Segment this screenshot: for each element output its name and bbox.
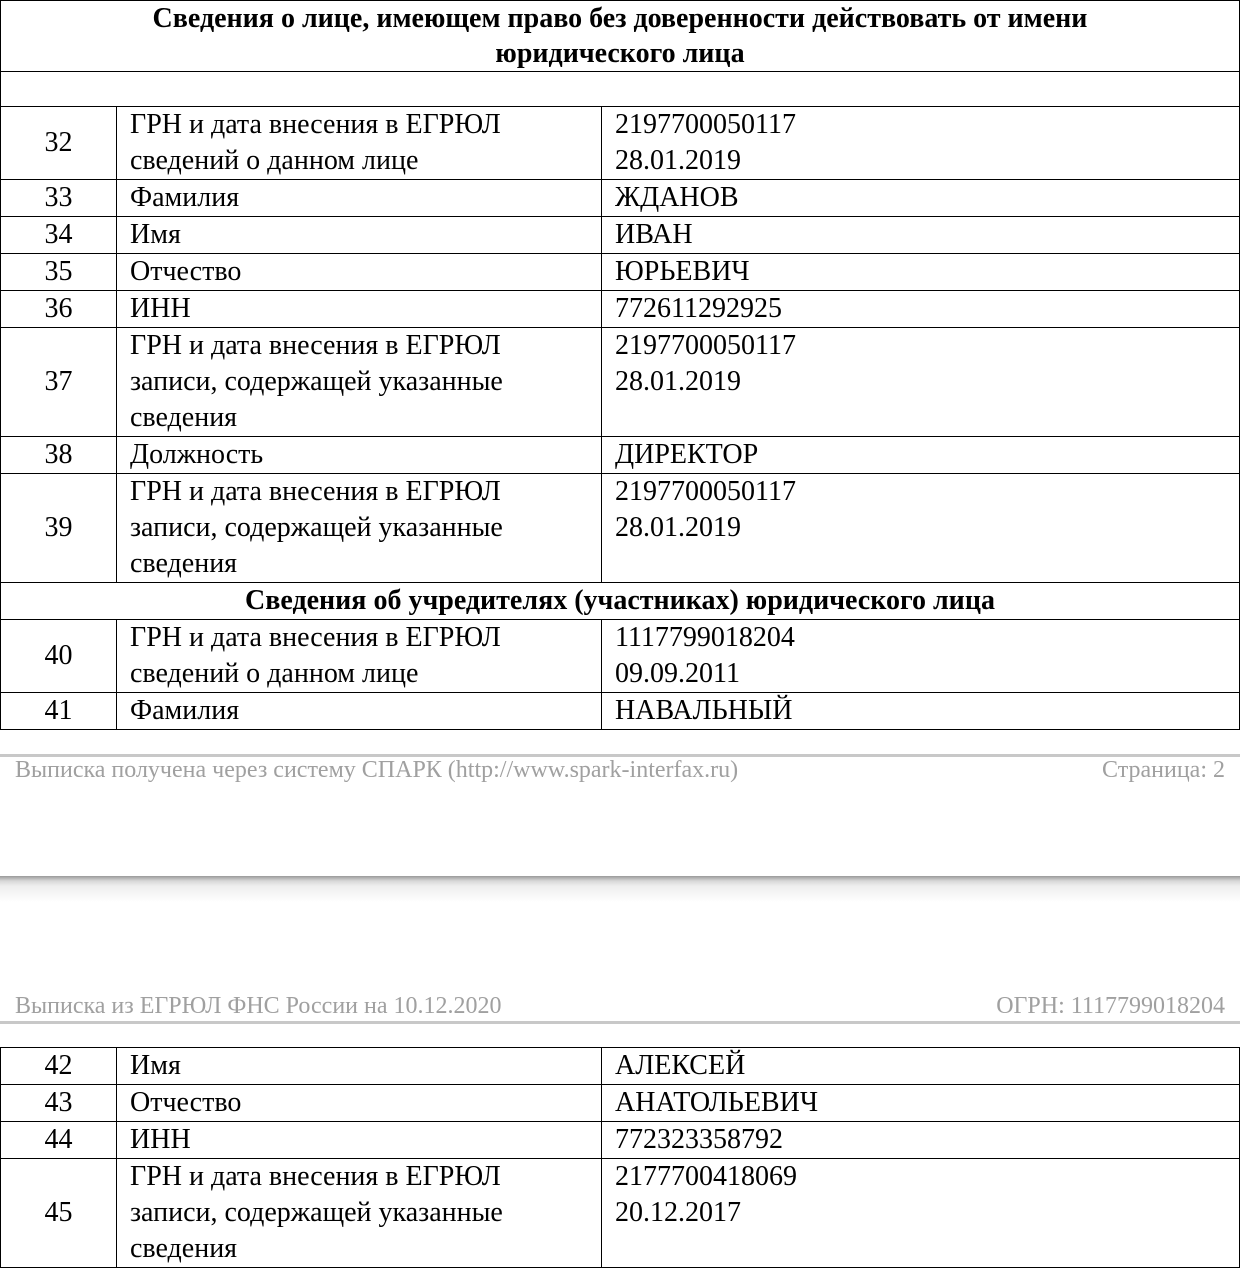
row-value-line: 2197700050117 bbox=[615, 330, 796, 361]
row-label bbox=[117, 1085, 602, 1122]
row-number: 34 bbox=[1, 217, 117, 254]
row-label-line: ГРН и дата внесения в ЕГРЮЛ bbox=[130, 476, 501, 507]
table-row bbox=[1, 474, 1240, 583]
row-value-line: 2177700418069 bbox=[615, 1161, 797, 1192]
rows-founders-continued bbox=[1, 1048, 1240, 1268]
row-label-line: сведения bbox=[130, 548, 238, 579]
row-label-line: Отчество bbox=[130, 1087, 242, 1118]
row-value-line: 20.12.2017 bbox=[615, 1197, 741, 1228]
row-value-line: ДИРЕКТОР bbox=[615, 439, 759, 470]
table-row bbox=[1, 1159, 1240, 1268]
row-label-line: ГРН и дата внесения в ЕГРЮЛ bbox=[130, 330, 501, 361]
rows-authorized-person bbox=[1, 107, 1240, 583]
row-value-line: ИВАН bbox=[615, 219, 693, 250]
row-label bbox=[117, 474, 602, 583]
row-value bbox=[602, 437, 1240, 474]
row-number: 35 bbox=[1, 254, 117, 291]
row-label bbox=[117, 693, 602, 730]
row-number: 38 bbox=[1, 437, 117, 474]
row-label bbox=[117, 107, 602, 180]
row-value-line: ЮРЬЕВИЧ bbox=[615, 256, 750, 287]
row-label-line: ИНН bbox=[130, 293, 191, 324]
row-value bbox=[602, 693, 1240, 730]
row-value-line: 28.01.2019 bbox=[615, 366, 741, 397]
row-label-line: Имя bbox=[130, 1050, 181, 1081]
row-value-line: 2197700050117 bbox=[615, 109, 796, 140]
row-value bbox=[602, 620, 1240, 693]
table-row bbox=[1, 254, 1240, 291]
row-value-line: 1117799018204 bbox=[615, 622, 795, 653]
row-label-line: Фамилия bbox=[130, 695, 240, 726]
header-doc-title: Выписка из ЕГРЮЛ ФНС России на 10.12.2020 bbox=[15, 993, 502, 1019]
row-label-line: записи, содержащей указанные bbox=[130, 1197, 503, 1228]
egrul-table-page-3 bbox=[0, 1047, 1240, 1268]
row-value-line: 772611292925 bbox=[615, 293, 782, 324]
header-divider bbox=[0, 1021, 1240, 1024]
row-label bbox=[117, 1122, 602, 1159]
table-row bbox=[1, 437, 1240, 474]
table-row bbox=[1, 328, 1240, 437]
row-number: 42 bbox=[1, 1048, 117, 1085]
row-number: 33 bbox=[1, 180, 117, 217]
row-label bbox=[117, 180, 602, 217]
footer-page-number: Страница: 2 bbox=[1102, 757, 1225, 783]
row-label-line: сведения bbox=[130, 402, 238, 433]
row-value bbox=[602, 107, 1240, 180]
row-label-line: ГРН и дата внесения в ЕГРЮЛ bbox=[130, 1161, 501, 1192]
row-label-line: ГРН и дата внесения в ЕГРЮЛ bbox=[130, 622, 501, 653]
row-label bbox=[117, 437, 602, 474]
row-value-line: АНАТОЛЬЕВИЧ bbox=[615, 1087, 819, 1118]
table-row bbox=[1, 291, 1240, 328]
row-label bbox=[117, 1048, 602, 1085]
row-label bbox=[117, 1159, 602, 1268]
row-label-line: ИНН bbox=[130, 1124, 191, 1155]
header-ogrn: ОГРН: 1117799018204 bbox=[996, 993, 1225, 1019]
section-title-founders: Сведения об учредителях (участниках) юридического лица bbox=[1, 583, 1240, 620]
row-label-line: Должность bbox=[130, 439, 264, 470]
table-row bbox=[1, 107, 1240, 180]
row-value bbox=[602, 328, 1240, 437]
section-title-line: Сведения о лице, имеющем право без доверенности действовать от имени bbox=[152, 3, 1088, 34]
row-value bbox=[602, 1159, 1240, 1268]
row-value bbox=[602, 1085, 1240, 1122]
empty-row bbox=[1, 72, 1240, 107]
row-number: 39 bbox=[1, 474, 117, 583]
row-number: 41 bbox=[1, 693, 117, 730]
row-number: 36 bbox=[1, 291, 117, 328]
row-label-line: Имя bbox=[130, 219, 181, 250]
section-title-authorized-person bbox=[1, 1, 1240, 72]
row-value-line: 2197700050117 bbox=[615, 476, 796, 507]
table-row bbox=[1, 217, 1240, 254]
row-number: 32 bbox=[1, 107, 117, 180]
row-label bbox=[117, 291, 602, 328]
table-row bbox=[1, 620, 1240, 693]
row-value bbox=[602, 180, 1240, 217]
empty-cell bbox=[1, 72, 1240, 107]
footer-source-text: Выписка получена через систему СПАРК (http://www.spark-interfax.ru) bbox=[15, 757, 739, 783]
row-value-line: 28.01.2019 bbox=[615, 145, 741, 176]
row-value bbox=[602, 217, 1240, 254]
section-header-row bbox=[1, 1, 1240, 72]
row-value-line: 772323358792 bbox=[615, 1124, 783, 1155]
rows-founders bbox=[1, 620, 1240, 730]
row-label-line: сведений о данном лице bbox=[130, 145, 419, 176]
row-label-line: записи, содержащей указанные bbox=[130, 512, 503, 543]
row-label-line: сведения bbox=[130, 1233, 238, 1264]
row-value-line: 28.01.2019 bbox=[615, 512, 741, 543]
row-value bbox=[602, 1122, 1240, 1159]
row-value bbox=[602, 1048, 1240, 1085]
row-value bbox=[602, 474, 1240, 583]
row-number: 37 bbox=[1, 328, 117, 437]
row-value-line: ЖДАНОВ bbox=[615, 182, 739, 213]
row-value-line: НАВАЛЬНЫЙ bbox=[615, 695, 793, 726]
table-row bbox=[1, 693, 1240, 730]
row-label-line: ГРН и дата внесения в ЕГРЮЛ bbox=[130, 109, 501, 140]
row-value bbox=[602, 254, 1240, 291]
row-label-line: сведений о данном лице bbox=[130, 658, 419, 689]
table-row bbox=[1, 1085, 1240, 1122]
row-value-line: АЛЕКСЕЙ bbox=[615, 1050, 746, 1081]
section-title-line: юридического лица bbox=[495, 38, 745, 69]
row-label-line: Отчество bbox=[130, 256, 242, 287]
row-value bbox=[602, 291, 1240, 328]
row-number: 45 bbox=[1, 1159, 117, 1268]
page-separator bbox=[0, 876, 1240, 902]
table-row bbox=[1, 1048, 1240, 1085]
row-label-line: Фамилия bbox=[130, 182, 240, 213]
row-label-line: записи, содержащей указанные bbox=[130, 366, 503, 397]
row-label bbox=[117, 620, 602, 693]
row-value-line: 09.09.2011 bbox=[615, 658, 740, 689]
row-number: 43 bbox=[1, 1085, 117, 1122]
row-number: 40 bbox=[1, 620, 117, 693]
row-label bbox=[117, 254, 602, 291]
section-header-row bbox=[1, 583, 1240, 620]
table-row bbox=[1, 180, 1240, 217]
row-number: 44 bbox=[1, 1122, 117, 1159]
row-label bbox=[117, 217, 602, 254]
table-row bbox=[1, 1122, 1240, 1159]
row-label bbox=[117, 328, 602, 437]
